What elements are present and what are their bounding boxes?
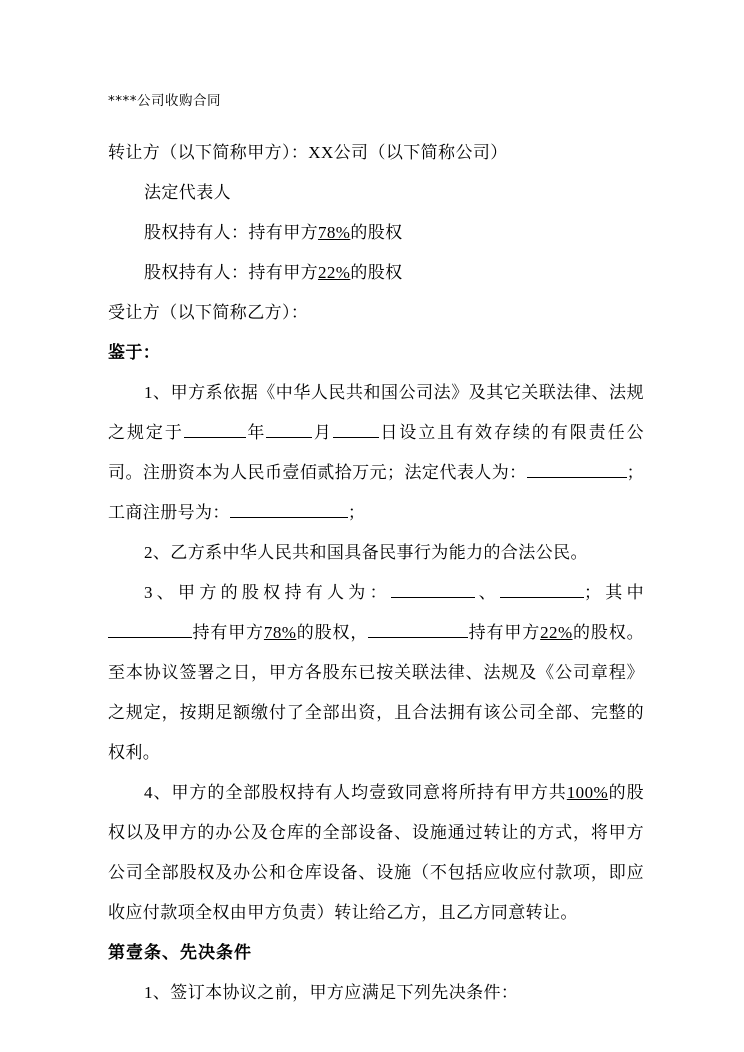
clause-4-percent: 100%	[566, 782, 609, 802]
clause-1-blank-year	[184, 437, 246, 438]
clause-1-blank-reg-no	[230, 517, 348, 518]
clause-3-seg-0: 3、甲方的股权持有人为：	[144, 582, 391, 602]
section-1-heading	[108, 933, 644, 973]
paragraph-clause-1	[108, 373, 644, 533]
clause-1-seg-5: ；	[347, 502, 366, 522]
clause-3-seg-8: 的股权。至本协议签署之日，甲方各股东已按关联法律、法规及《公司章程》之规定，按期足额缴付了全部出资，且合法拥有该公司全部、完整的权利。	[108, 622, 644, 762]
section-1-heading-text: 第壹条、先决条件	[108, 942, 252, 962]
shareholder-1-prefix: 股权持有人：持有甲方	[144, 222, 318, 242]
shareholder-2-suffix: 的股权	[350, 262, 403, 282]
clause-2-text: 2、乙方系中华人民共和国具备民事行为能力的合法公民。	[144, 542, 588, 562]
transferee-text: 受让方（以下简称乙方）：	[108, 302, 309, 322]
clause-3-seg-2: ；其中	[584, 582, 644, 602]
clause-1-seg-1: 年	[245, 422, 267, 442]
clause-3-blank-holder-2	[500, 597, 584, 598]
clause-3-blank-holder-3	[108, 637, 192, 638]
clause-1-seg-0: 1、甲方系依据《中华人民共和国公司法》及其它关联法律、法规之规定于	[108, 382, 644, 442]
clause-1-blank-day	[333, 437, 379, 438]
clause-3-seg-1: 、	[474, 582, 501, 602]
clause-3-seg-3: 持有甲方	[192, 622, 264, 642]
shareholder-2-prefix: 股权持有人：持有甲方	[144, 262, 318, 282]
shareholder-2-percent: 22%	[318, 262, 351, 282]
clause-3-seg-5: 的股权，	[296, 622, 369, 642]
clause-1-seg-2: 月	[312, 422, 333, 442]
document-title: ****公司收购合同	[108, 93, 221, 109]
paragraph-clause-3	[108, 573, 644, 773]
paragraph-transferor	[108, 133, 644, 173]
paragraph-transferee	[108, 293, 644, 333]
legal-representative-text: 法定代表人	[144, 182, 231, 202]
clause-1-blank-legal-rep	[527, 477, 627, 478]
clause-3-percent-2: 22%	[540, 622, 573, 642]
paragraph-whereas-heading	[108, 333, 644, 373]
paragraph-clause-2	[108, 533, 644, 573]
section-1-item-1-text: 1、签订本协议之前，甲方应满足下列先决条件：	[144, 982, 519, 1002]
whereas-heading-text: 鉴于：	[108, 342, 161, 362]
paragraph-shareholder-1	[108, 213, 644, 253]
shareholder-1-percent: 78%	[318, 222, 351, 242]
clause-1-seg-4: ；工商注册号为：	[108, 462, 644, 522]
clause-1-blank-month	[266, 437, 312, 438]
transferor-text: 转让方（以下简称甲方）：XX公司（以下简称公司）	[108, 142, 508, 162]
paragraph-legal-representative	[108, 173, 644, 213]
paragraph-section-1-item-1	[108, 973, 644, 1013]
clause-3-blank-holder-1	[391, 597, 475, 598]
clause-3-seg-6: 持有甲方	[468, 622, 541, 642]
clause-3-blank-holder-4	[368, 637, 468, 638]
clause-4-suffix: 的股权以及甲方的办公及仓库的全部设备、设施通过转让的方式，将甲方公司全部股权及办公和仓库设备、设施（不包括应收应付款项，即应收应付款项全权由甲方负责）转让给乙方，且乙方同意转让。	[108, 782, 644, 922]
clause-4-prefix: 4、甲方的全部股权持有人均壹致同意将所持有甲方共	[144, 782, 567, 802]
clause-1-seg-3: 日设立且有效存续的有限责任公司。注册资本为人民币壹佰贰拾万元；法定代表人为：	[108, 422, 644, 482]
paragraph-shareholder-2	[108, 253, 644, 293]
clause-3-percent-1: 78%	[263, 622, 297, 642]
shareholder-1-suffix: 的股权	[350, 222, 403, 242]
paragraph-clause-4	[108, 773, 644, 933]
